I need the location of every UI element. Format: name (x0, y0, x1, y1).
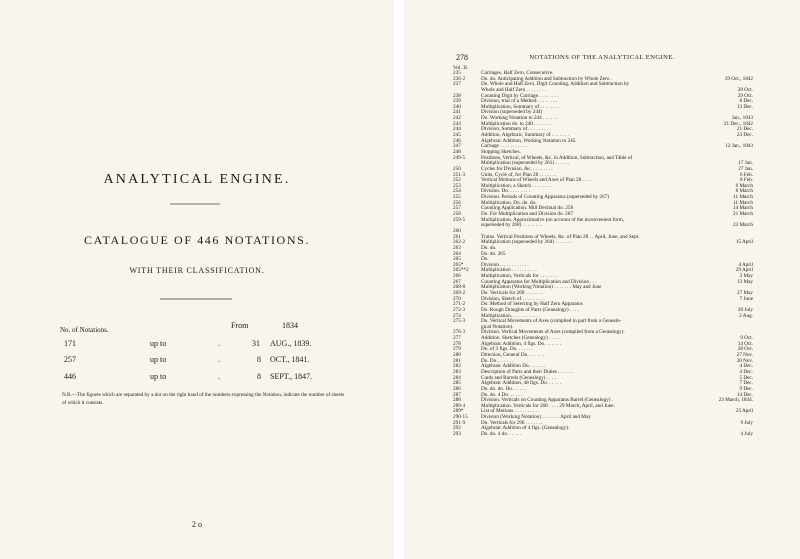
entry-description: Do. Working Notation to 244 . . . . . . (481, 115, 558, 122)
entry-date: 13 May (737, 278, 753, 285)
notation-up-to: up to (150, 372, 167, 381)
entry-description: Multiplication (Working Notation) . . . . . . . May and June (481, 284, 602, 291)
notation-up-to: up to (150, 339, 167, 348)
entry-description: Do. (481, 256, 489, 263)
entry-number: 288 (453, 397, 461, 404)
entry-description: Division. Verticals on Counting Apparatus Barrel (Genealogy) . (481, 397, 614, 404)
entry-date: 14 Oct. (737, 340, 753, 347)
entry-number: 262·2 (453, 239, 466, 246)
entry-description: Do. do. 4 do. . . . . . (481, 431, 522, 437)
entry-date: 28 Oct. (737, 86, 753, 93)
entry-description: Multiplication. . . . . . . . . . . (481, 312, 538, 319)
notation-row (0, 355, 394, 367)
entry-description: List of Motions . . . . . . . . . . (481, 408, 540, 415)
entry-number: 279 (453, 346, 461, 353)
entry-description: Do. Verticals for 290 . . . . . . . (481, 419, 543, 426)
entry-date: 23 March, 1844. (718, 397, 753, 404)
entry-number: 281 (453, 357, 461, 364)
entry-number: 293 (453, 431, 461, 437)
entry-description: Multiplication (superseded by 261) . . . . . . (481, 160, 570, 167)
page-number: 278 (456, 53, 468, 62)
entry-date: 27 May (737, 289, 753, 296)
entry-date: 23 March (732, 222, 753, 229)
entry-description: Multiplication (superseded by 264) . . . . . . . (481, 239, 573, 246)
entry-description: Do. For Multiplication and Division do. 267 (481, 211, 573, 218)
entry-description: Do. Verticals for 268 . . . . . . . (481, 289, 543, 296)
entry-description: Division (superseded by 244) (481, 109, 543, 116)
entry-date: 21 March (732, 211, 753, 218)
entry-description: Addition. Sketches (Genealogy) . . . . . (481, 335, 561, 342)
entry-number: 292 (453, 425, 461, 432)
entry-date: 9 Oct. (740, 335, 753, 342)
title-rule (170, 203, 220, 205)
entry-number: 289* (453, 408, 464, 415)
entry-number: 240 (453, 103, 461, 110)
entry-date: 19 Oct., 1842 (724, 75, 753, 82)
entry-description: Counting Apparatus for Multiplication and Division . . . (481, 278, 597, 285)
notation-day: 31 (252, 339, 260, 348)
entry-date: 27 Jan. (738, 165, 753, 172)
entry-description: Algebraic Addition of 4 figs. (Genealogy). (481, 425, 570, 432)
entry-date: 15 April (735, 239, 753, 246)
entry-date: 8 Dec. (739, 98, 753, 105)
entry-date: 2 Aug. (739, 312, 753, 319)
entry-date: 9 Dec. (739, 385, 753, 392)
entry-description: Division. . . . . . . . . . . . (481, 261, 529, 268)
entry-number: 242 (453, 115, 461, 122)
entry-number: 286 (453, 385, 461, 392)
entry-description: Cycles for Division, &c. . . . . . . . . (481, 165, 553, 172)
catalogue-subtitle: CATALOGUE OF 446 NOTATIONS. (84, 233, 310, 247)
entry-number: 249·5 (453, 154, 466, 161)
notation-count: 171 (64, 339, 76, 348)
entry-number: 246 (453, 137, 461, 144)
notation-count: 257 (64, 355, 76, 364)
notation-sep: . (218, 339, 220, 348)
notation-entry (453, 432, 753, 438)
entry-description: Division. Vertical Movements of Axes (compiled from a Genealogy). (481, 329, 625, 336)
entry-number: 243 (453, 120, 461, 127)
entry-number: 268·8 (453, 284, 466, 291)
entry-date: 14 Dec. (736, 391, 753, 398)
entry-description: Algebraic Addition, 4 figs. Do. . . . . . . (481, 340, 561, 347)
entry-description: Cards and Barrels (Genealogy) . . . . (481, 374, 556, 381)
entry-description: Algebraic Addition, 48 figs. Do. . . . . . (481, 380, 561, 387)
right-page (404, 0, 800, 559)
entry-number: 235 (453, 70, 461, 76)
entry-number: 255 (453, 194, 461, 201)
entry-number: 291·9 (453, 419, 466, 426)
entry-description: Division, trial of a Method . . . . . . . . (481, 98, 558, 105)
entry-number: 284 (453, 374, 461, 381)
entry-number: 258 (453, 211, 461, 218)
entry-number: 265* (453, 261, 464, 268)
entry-description: Do. do. (481, 244, 497, 251)
entry-number: 265 (453, 256, 461, 263)
entry-description: Units, Cycle of, for Plan 28 . . . . . . . (481, 171, 557, 178)
entry-description: Direction, General Do. . . . . . . (481, 352, 545, 359)
entry-date: 4 April (738, 261, 753, 268)
entry-description: Multiplication, Summary of . . . . . . . . (481, 103, 560, 110)
entry-description: Description of Parts and their Duties . . . . . . (481, 368, 573, 375)
entry-number: 264 (453, 250, 461, 257)
entry-date: 3 May (739, 273, 753, 280)
entry-description: Do. Method of Selecting by Half Zero Apparatus (481, 301, 583, 308)
entry-description: Trains. Vertical Positions of Wheels, &c. of Plan 28 . . April, June, and Sept. (481, 233, 640, 240)
entry-number: 239 (453, 98, 461, 105)
entry-description: Do. Whole and Half Zero, Digit Counting, Addition and Subtraction by (481, 81, 630, 88)
entry-number: 289·4 (453, 402, 466, 409)
entry-date: 21 Dec., 1842 (723, 120, 753, 127)
entry-date: 27 Nov. (736, 352, 753, 359)
entry-number: 267 (453, 278, 461, 285)
entry-date: 6 March (735, 182, 753, 189)
entry-description: Do. of 3 figs. Do. . . . . . . (481, 346, 534, 353)
entry-number: 253 (453, 182, 461, 189)
footnote: N.B.—The figures which are separated by a dot on the right hand of the numbers expressing the Notation, indicate the number of sheets of which it consists. (62, 392, 345, 406)
entry-description: Do. do. do. Do. . . . . . (481, 385, 527, 392)
entry-number: 274 (453, 312, 461, 319)
from-year: 1834 (282, 321, 298, 330)
entry-date: 23 Dec. (736, 132, 753, 139)
entry-description: Carriages, Half Zero, Consecutive. (481, 70, 554, 76)
notation-day: 8 (257, 355, 261, 364)
entry-number: 290·15 (453, 414, 468, 421)
entry-date: 29 Oct. (737, 92, 753, 99)
running-title: NOTATIONS OF THE ANALYTICAL ENGINE. (529, 54, 675, 61)
entry-description: Stopping Sketches. (481, 148, 521, 155)
notation-date: OCT., 1841. (270, 355, 310, 364)
entry-date: 7 June (739, 295, 753, 302)
entry-date: 4 Dec. (739, 363, 753, 370)
entry-date: 4 Dec. (739, 368, 753, 375)
entry-description: Do. do. Anticipating Addition and Subtraction by Whole Zero . (481, 75, 613, 82)
entry-date: 4 July (740, 431, 753, 437)
entry-number: 257 (453, 205, 461, 212)
entry-number: 285 (453, 380, 461, 387)
entry-number: 248 (453, 148, 461, 155)
entry-number: 280 (453, 352, 461, 359)
volume-label: Vol. II. (453, 65, 469, 71)
entry-date: 20 July (737, 306, 753, 313)
notation-list (453, 71, 753, 438)
entry-description: Do. Vertical Movements of Axes (compiled in part from a Genealo- (481, 318, 622, 325)
entry-description: Multiplication. Verticals for 268 . . . . 29 March, April, and June. (481, 402, 615, 409)
entry-number: 263 (453, 244, 461, 251)
entry-date: 29 April (735, 267, 753, 274)
page-gutter (394, 0, 404, 559)
entry-number: 269·2 (453, 289, 466, 296)
entry-date: 17 Jan. (738, 160, 753, 167)
entry-number: 236·2 (453, 75, 466, 82)
entry-number: 270 (453, 295, 461, 302)
notation-row (0, 372, 394, 384)
entry-description: Do. Rough Draughts of Parts (Genealogy) . . . . (481, 306, 579, 313)
entry-number: 244 (453, 126, 461, 133)
entry-description: Algebraic Addition Do. . . . . . . (481, 363, 546, 370)
entry-date: 11 March (733, 194, 753, 201)
entry-number: 275·3 (453, 318, 466, 325)
entry-date: 8 Feb. (740, 177, 753, 184)
entry-description: Division. Do. . . . . . . . . (481, 188, 530, 195)
entry-number: 287 (453, 391, 461, 398)
entry-number: 272·3 (453, 306, 466, 313)
entry-number: 271·2 (453, 301, 466, 308)
entry-description: superseded by 268) . . . . . . . . (481, 222, 543, 229)
page-number: 2 o (192, 520, 202, 529)
notations-header: No. of Notations. (60, 326, 109, 334)
notation-up-to: up to (150, 355, 167, 364)
entry-number: 278 (453, 340, 461, 347)
entry-date: 9 July (740, 419, 753, 426)
entry-description: Division, Sketch of . . . . . . . . . (481, 295, 545, 302)
entry-description: Multiplication, a Sketch . . . . . . . . (481, 182, 552, 189)
entry-number: 277 (453, 335, 461, 342)
entry-number: 251·3 (453, 171, 466, 178)
entry-date: 30 Nov. (736, 357, 753, 364)
entry-number: 252 (453, 177, 461, 184)
entry-date: 21 Dec. (736, 126, 753, 133)
entry-date: 11 March (733, 199, 753, 206)
entry-number: 254 (453, 188, 461, 195)
entry-description: Multiplication . . . . . . . . . . (481, 267, 537, 274)
entry-description: Do. Do. . . . . . . (481, 357, 514, 364)
entry-description: Multiplication, Verticals for . . . . . . . (481, 273, 557, 280)
entry-date: 14 March (732, 205, 753, 212)
entry-number: 261 (453, 233, 461, 240)
entry-date: 25 April (735, 408, 753, 415)
entry-description: Whole and Half Zero . . . . . . . . (481, 86, 546, 93)
entry-description: Do. do. 4 Do. . . . . . (481, 391, 523, 398)
notation-date: SEPT., 1847. (270, 372, 313, 381)
entry-date: 28 Oct. (737, 346, 753, 353)
entry-date: 12 Jan., 1843 (725, 143, 753, 150)
entry-date: 7 Dec. (739, 380, 753, 387)
entry-number: 241 (453, 109, 461, 116)
notation-day: 8 (257, 372, 261, 381)
notation-sep: . (218, 355, 220, 364)
entry-number: 237 (453, 81, 461, 88)
entry-description: Do. do. 265 (481, 250, 506, 257)
left-page (0, 0, 394, 559)
notation-date: AUG., 1839. (270, 339, 312, 348)
entry-number: 238 (453, 92, 461, 99)
entry-number: 260 (453, 227, 461, 234)
entry-date: Jan., 1843 (731, 115, 753, 122)
entry-number: 250 (453, 165, 461, 172)
entry-number: 265**2 (453, 267, 469, 274)
entry-date: 8 March (735, 188, 753, 195)
entry-description: Addition, Algebraic, Summary of . . . . . . . (481, 132, 569, 139)
entry-number: 259·5 (453, 216, 466, 223)
entry-description: Algebraic Addition, Working Notation to 245. (481, 137, 577, 144)
entry-date: 5 Dec. (739, 374, 753, 381)
from-label: From (231, 321, 249, 330)
entry-number: 276·3 (453, 329, 466, 336)
entry-description: Counting Application. Mill Decimal do. 258 (481, 205, 574, 212)
entry-description: Multiplication. Do. do. do. (481, 199, 537, 206)
classification-rule (160, 298, 232, 300)
entry-description: Division, Summary of . . . . . . . . . (481, 126, 551, 133)
entry-description: gical Notation). (481, 323, 514, 330)
entry-description: Multiplication do. to 240 . . . . . . . (481, 120, 552, 127)
notation-sep: . (218, 372, 220, 381)
notation-row (0, 339, 394, 351)
entry-number: 247 (453, 143, 461, 150)
entry-number: 245 (453, 132, 461, 139)
entry-description: Positions, Vertical, of Wheels, &c. in Addition, Subtraction, and Table of (481, 154, 633, 161)
entry-date: 13 Dec. (736, 103, 753, 110)
notation-count: 446 (64, 372, 76, 381)
entry-number: 266 (453, 273, 461, 280)
entry-description: Division (Working Notation) . . . . . . . April and May (481, 414, 591, 421)
entry-description: Division. Periods of Counting Apparatus (superseded by 267) (481, 194, 609, 201)
entry-number: 282 (453, 363, 461, 370)
entry-description: Counting Digit by Carriage . . . . . . . . (481, 92, 559, 99)
entry-description: Carriage . . . . . . . . . . . (481, 143, 528, 150)
entry-description: Multiplication. Approximative (on account of the inconvenient form, (481, 216, 625, 223)
entry-date: 6 Feb. (740, 171, 753, 178)
entry-number: 283 (453, 368, 461, 375)
catalogue-title: ANALYTICAL ENGINE. (103, 172, 291, 187)
entry-number: 256 (453, 199, 461, 206)
entry-description: Vertical Motions of Wheels and Axes of Plan 28 . . . . (481, 177, 592, 184)
classification-heading: WITH THEIR CLASSIFICATION. (129, 266, 265, 275)
